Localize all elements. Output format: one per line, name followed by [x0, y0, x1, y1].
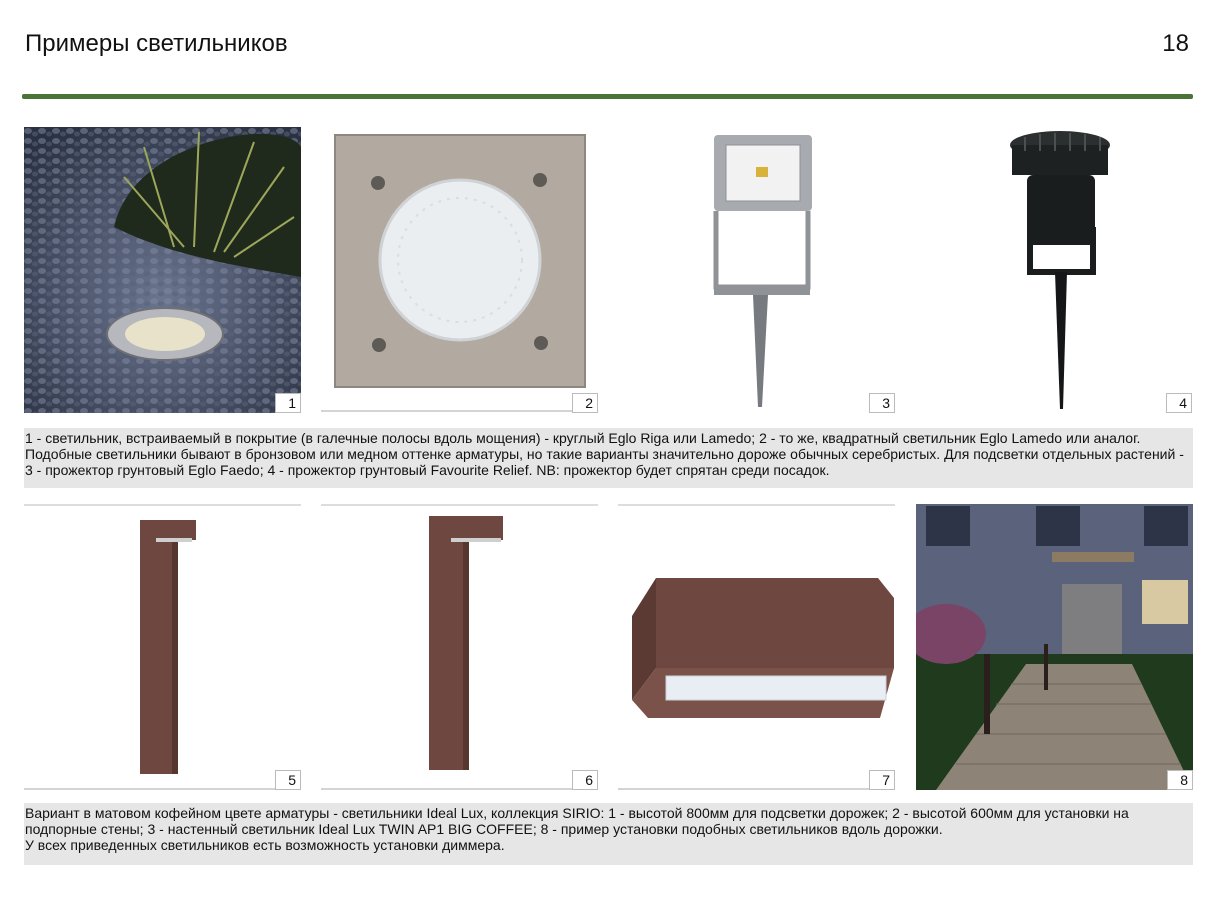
image-number: 5	[275, 770, 301, 790]
photo-6-bollard-600mm	[321, 504, 598, 790]
caption-text-line-2: У всех приведенных светильников есть возможность установки диммера.	[25, 837, 505, 853]
caption-row-2	[24, 803, 1193, 865]
photo-3-ground-spotlight-eglo-faedo	[618, 127, 895, 413]
page-title: Примеры светильников	[25, 30, 288, 57]
image-number: 2	[572, 393, 598, 413]
caption-row-1	[24, 428, 1193, 488]
image-number: 6	[572, 770, 598, 790]
photo-1-round-inground-light	[24, 127, 301, 413]
photo-7-wall-light-twin	[618, 504, 895, 790]
page-number: 18	[1162, 30, 1189, 57]
photo-5-bollard-800mm	[24, 504, 301, 790]
photo-2-square-inground-light	[321, 127, 598, 413]
photo-4-ground-spotlight-relief	[915, 127, 1192, 413]
image-number: 7	[869, 770, 895, 790]
image-number: 4	[1166, 393, 1192, 413]
caption-text-line-1: Вариант в матовом кофейном цвете арматуры - светильники Ideal Lux, коллекция SIRIO: 1 - высотой 800мм для подсветки дорожек; 2 - высотой 600мм для установки на подпорные стены; 3 - настенный светильник Ideal Lux TWIN AP1 BIG COFFEE; 8 - пример установки подобных светильников вдоль дорожки.	[25, 805, 1129, 837]
image-number: 1	[275, 393, 301, 413]
image-number: 8	[1167, 770, 1193, 790]
caption-text: 1 - светильник, встраиваемый в покрытие (в галечные полосы вдоль мощения) - круглый Eglo Riga или Lamedo; 2 - то же, квадратный светильник Eglo Lamedo или аналог. Подобные светильники бывают в бронзовом или медном оттенке арматуры, но такие варианты значительно дороже обычных серебристых. Для подсветки отдельных растений - 3 - прожектор грунтовый Eglo Faedo; 4 - прожектор грунтовый Favourite Relief. NB: прожектор будет спрятан среди посадок.	[25, 430, 1184, 478]
photo-8-path-installation-example	[916, 504, 1193, 790]
header-rule	[22, 94, 1193, 99]
image-number: 3	[869, 393, 895, 413]
